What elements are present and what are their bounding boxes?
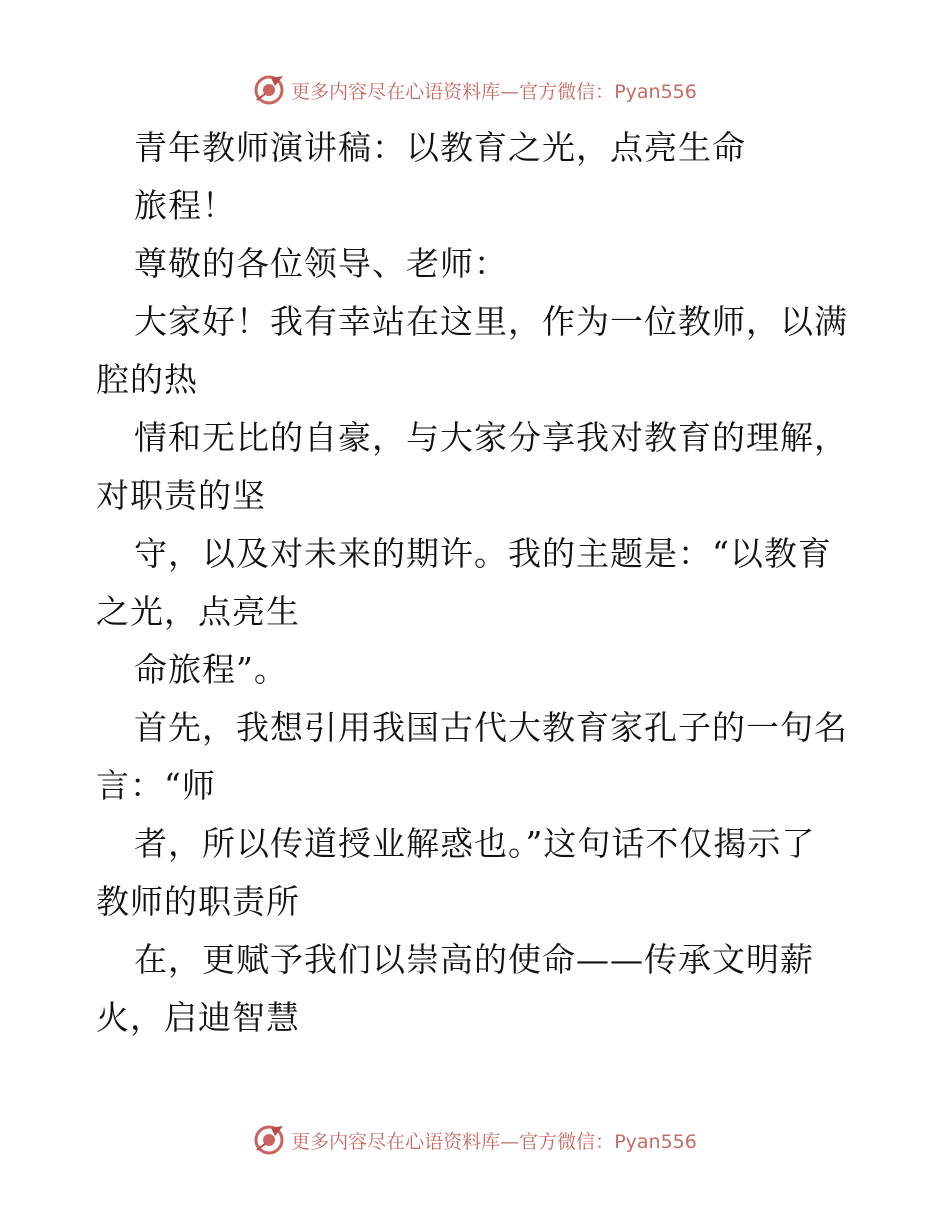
text-line: 情和无比的自豪，与大家分享我对教育的理解， bbox=[134, 418, 848, 457]
salutation: 尊敬的各位领导、老师： bbox=[134, 244, 508, 283]
quill-logo-icon bbox=[253, 74, 285, 106]
watermark-id: Pyan556 bbox=[614, 80, 697, 103]
document-title-line-1: 青年教师演讲稿：以教育之光，点亮生命 bbox=[134, 128, 746, 167]
watermark-header bbox=[0, 72, 950, 108]
text-line: 言：“师 bbox=[96, 766, 216, 805]
watermark-site: 更多内容尽在心语资料库 bbox=[291, 80, 501, 103]
watermark-label: 官方微信： bbox=[519, 80, 615, 103]
watermark-label: 官方微信： bbox=[519, 1130, 615, 1153]
text-line: 在，更赋予我们以崇高的使命——传承文明薪 bbox=[134, 940, 814, 979]
text-line: 教师的职责所 bbox=[96, 882, 300, 921]
text-line: 首先，我想引用我国古代大教育家孔子的一句名 bbox=[134, 708, 848, 747]
text-line: 守，以及对未来的期许。我的主题是：“以教育 bbox=[134, 534, 832, 573]
quill-logo-icon bbox=[253, 1124, 285, 1156]
text-line: 腔的热 bbox=[96, 360, 198, 399]
text-line: 之光，点亮生 bbox=[96, 592, 300, 631]
text-line: 命旅程”。 bbox=[134, 650, 288, 689]
watermark-site: 更多内容尽在心语资料库 bbox=[291, 1130, 501, 1153]
watermark-text bbox=[291, 1127, 697, 1154]
text-line: 者，所以传道授业解惑也。”这句话不仅揭示了 bbox=[134, 824, 816, 863]
text-line: 大家好！我有幸站在这里，作为一位教师，以满 bbox=[134, 302, 848, 341]
watermark-footer bbox=[0, 1122, 950, 1158]
text-line: 对职责的坚 bbox=[96, 476, 266, 515]
watermark-separator: — bbox=[500, 1130, 520, 1153]
document-title-line-2: 旅程！ bbox=[134, 186, 236, 225]
watermark-separator: — bbox=[500, 80, 520, 103]
text-line: 火，启迪智慧 bbox=[96, 998, 300, 1037]
watermark-id: Pyan556 bbox=[614, 1130, 697, 1153]
watermark-text bbox=[291, 77, 697, 104]
